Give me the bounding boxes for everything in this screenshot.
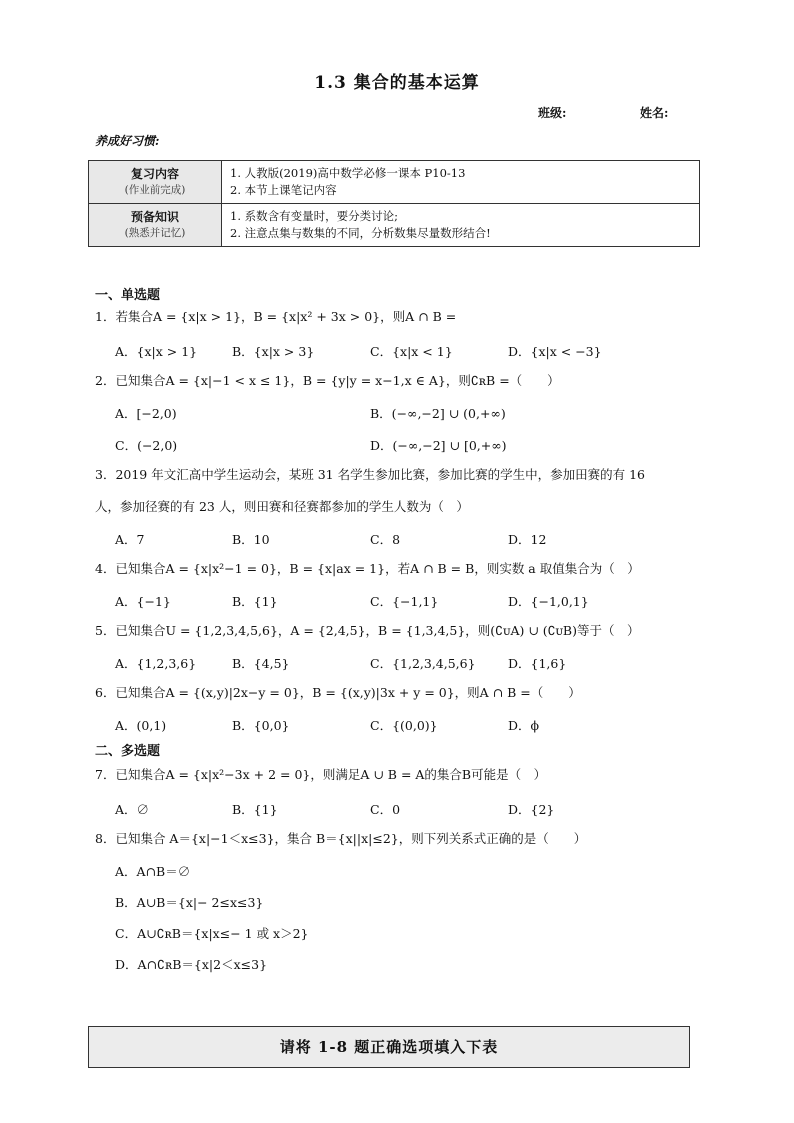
option: A．A∩B＝∅ [115,864,191,879]
option: A．{1,2,3,6} [115,656,197,671]
review-row [89,161,700,204]
option: C．8 [370,532,401,547]
prep-head-title: 预备知识 [130,209,179,224]
prep-content [222,203,700,246]
question-3-line-2: 人，参加径赛的有 23 人，则田赛和径赛都参加的学生人数为（ ） [95,499,469,514]
option: D．A∩∁ʀB＝{x|2＜x≤3} [115,957,268,972]
option: D．{1,6} [508,656,567,671]
option: D．ϕ [508,718,540,733]
option: C．A∪∁ʀB＝{x|x≤− 1 或 x＞2} [115,926,309,941]
question-8: 8．已知集合 A＝{x|−1＜x≤3}，集合 B＝{x||x|≤2}，则下列关系式正确的是（ ） [95,831,587,846]
option: C．{x|x < 1} [370,344,453,359]
option: A．∅ [115,802,150,817]
prep-head [89,203,222,246]
review-head-title: 复习内容 [130,167,179,181]
option: B．{1} [232,594,278,609]
option: B．{x|x > 3} [232,344,315,359]
option: B．A∪B＝{x|− 2≤x≤3} [115,895,264,910]
option: B．(−∞,−2] ∪ (0,+∞) [370,406,506,421]
question-7: 7．已知集合A = {x|x²−3x + 2 = 0}，则满足A ∪ B = A的集合B可能是（ ） [95,767,547,782]
option: D．(−∞,−2] ∪ [0,+∞) [370,438,507,453]
option: D．{2} [508,802,555,817]
section-single-choice: 一、单选题 [95,288,161,303]
option: B．{1} [232,802,278,817]
question-5: 5．已知集合U = {1,2,3,4,5,6}，A = {2,4,5}，B = {1,3,4,5}，则(∁ᴜA) ∪ (∁ᴜB)等于（ ） [95,623,640,638]
option: A．{x|x > 1} [115,344,198,359]
option: B．{4,5} [232,656,290,671]
review-head [89,161,222,204]
question-3-line-1: 3．2019 年文汇高中学生运动会，某班 31 名学生参加比赛，参加比赛的学生中，参加田赛的有 16 [95,467,645,482]
option: C．{1,2,3,4,5,6} [370,656,476,671]
name-label: 姓名: [640,106,669,120]
question-4: 4．已知集合A = {x|x²−1 = 0}，B = {x|ax = 1}，若A ∩ B = B，则实数 a 取值集合为（ ） [95,561,640,576]
prep-head-sub: (熟悉并记忆) [124,226,186,239]
option: B．10 [232,532,270,547]
prep-row [89,203,700,246]
option: B．{0,0} [232,718,290,733]
option: A．{−1} [115,594,171,609]
section-multi-choice: 二、多选题 [95,744,161,759]
option: D．{−1,0,1} [508,594,589,609]
review-line: 1. 人教版(2019)高中数学必修一课本 P10-13 [230,166,466,181]
prep-line: 1. 系数含有变量时，要分类讨论; [230,208,399,223]
habit-label: 养成好习惯: [95,134,160,148]
question-6: 6．已知集合A = {(x,y)|2x−y = 0}，B = {(x,y)|3x + y = 0}，则A ∩ B =（ ） [95,685,581,700]
option: C．{(0,0)} [370,718,438,733]
answer-instruction-box: 请将 1-8 题正确选项填入下表 [88,1026,690,1068]
option: D．{x|x < −3} [508,344,602,359]
question-1: 1．若集合A = {x|x > 1}，B = {x|x² + 3x > 0}，则A ∩ B = [95,309,457,324]
class-label: 班级: [538,106,567,120]
review-content [222,161,700,204]
option: C．{−1,1} [370,594,439,609]
page-title: 1.3 集合的基本运算 [314,73,480,93]
option: C．0 [370,802,401,817]
review-head-sub: (作业前完成) [124,184,186,196]
option: C．(−2,0) [115,438,178,453]
review-line: 2. 本节上课笔记内容 [230,182,337,197]
prep-line: 2. 注意点集与数集的不同，分析数集尽量数形结合! [230,225,491,240]
question-2: 2．已知集合A = {x|−1 < x ≤ 1}，B = {y|y = x−1,x ∈ A}，则∁ʀB =（ ） [95,373,560,388]
option: A．(0,1) [115,718,167,733]
review-table [88,160,700,247]
option: A．7 [115,532,145,547]
option: D．12 [508,532,547,547]
option: A．[−2,0) [115,406,177,421]
